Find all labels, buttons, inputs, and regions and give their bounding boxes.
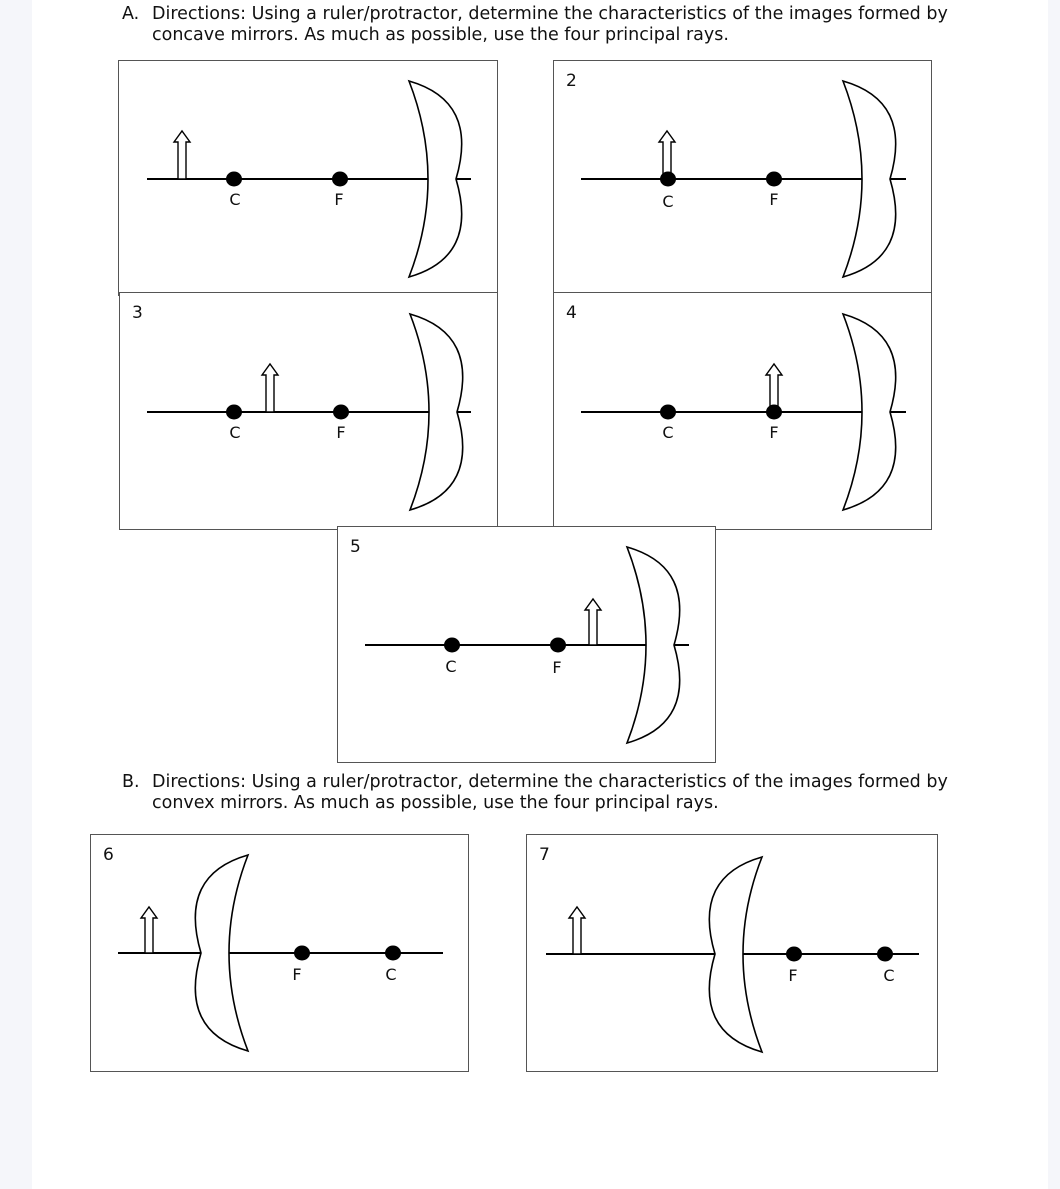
concave-mirror-diagram — [554, 293, 933, 531]
focal-point — [294, 946, 310, 961]
diagram-number: 5 — [350, 537, 361, 557]
center-of-curvature-point — [877, 947, 893, 962]
object-arrow — [174, 131, 190, 179]
section-a-directions — [122, 4, 1022, 48]
focal-point — [550, 638, 566, 653]
f-label: F — [788, 966, 798, 985]
section-b-directions — [122, 772, 1022, 816]
c-label: C — [385, 965, 397, 984]
focal-point — [332, 172, 348, 187]
c-label: C — [662, 192, 674, 211]
c-label: C — [662, 423, 674, 442]
concave-mirror-diagram — [554, 61, 933, 297]
object-arrow — [585, 599, 601, 645]
focal-point — [766, 405, 782, 420]
c-label: C — [445, 657, 457, 676]
diagram-panel-3 — [119, 292, 498, 530]
object-arrow — [141, 907, 157, 953]
c-label: C — [883, 966, 895, 985]
c-label: C — [229, 423, 241, 442]
f-label: F — [292, 965, 302, 984]
f-label: F — [552, 658, 562, 677]
center-of-curvature-point — [660, 405, 676, 420]
f-label: F — [334, 190, 344, 209]
c-label: C — [229, 190, 241, 209]
object-arrow — [262, 364, 278, 412]
center-of-curvature-point — [226, 172, 242, 187]
center-of-curvature-point — [226, 405, 242, 420]
diagram-number: 7 — [539, 845, 550, 865]
diagram-number: 3 — [132, 303, 143, 323]
concave-mirror-diagram — [120, 293, 499, 531]
section-a-line-1: Directions: Using a ruler/protractor, determine the characteristics of the images formed by — [152, 4, 948, 24]
center-of-curvature-point — [444, 638, 460, 653]
convex-mirror-diagram — [527, 835, 939, 1073]
diagram-panel-1 — [118, 60, 498, 296]
diagram-panel-6 — [90, 834, 469, 1072]
section-a-marker: A. — [122, 4, 140, 24]
center-of-curvature-point — [385, 946, 401, 961]
section-a-line-2: concave mirrors. As much as possible, use the four principal rays. — [152, 25, 729, 45]
focal-point — [766, 172, 782, 187]
center-of-curvature-point — [660, 172, 676, 187]
f-label: F — [336, 423, 346, 442]
object-arrow — [569, 907, 585, 954]
section-b-line-2: convex mirrors. As much as possible, use the four principal rays. — [152, 793, 719, 813]
diagram-panel-4 — [553, 292, 932, 530]
focal-point — [333, 405, 349, 420]
diagram-panel-2 — [553, 60, 932, 296]
f-label: F — [769, 190, 779, 209]
focal-point — [786, 947, 802, 962]
concave-mirror-diagram — [119, 61, 499, 297]
diagram-panel-5 — [337, 526, 716, 763]
diagram-panel-7 — [526, 834, 938, 1072]
f-label: F — [769, 423, 779, 442]
section-b-line-1: Directions: Using a ruler/protractor, determine the characteristics of the images formed by — [152, 772, 948, 792]
diagram-number: 6 — [103, 845, 114, 865]
convex-mirror-diagram — [91, 835, 470, 1073]
diagram-number: 4 — [566, 303, 577, 323]
diagram-number: 2 — [566, 71, 577, 91]
section-b-marker: B. — [122, 772, 140, 792]
concave-mirror-diagram — [338, 527, 717, 764]
